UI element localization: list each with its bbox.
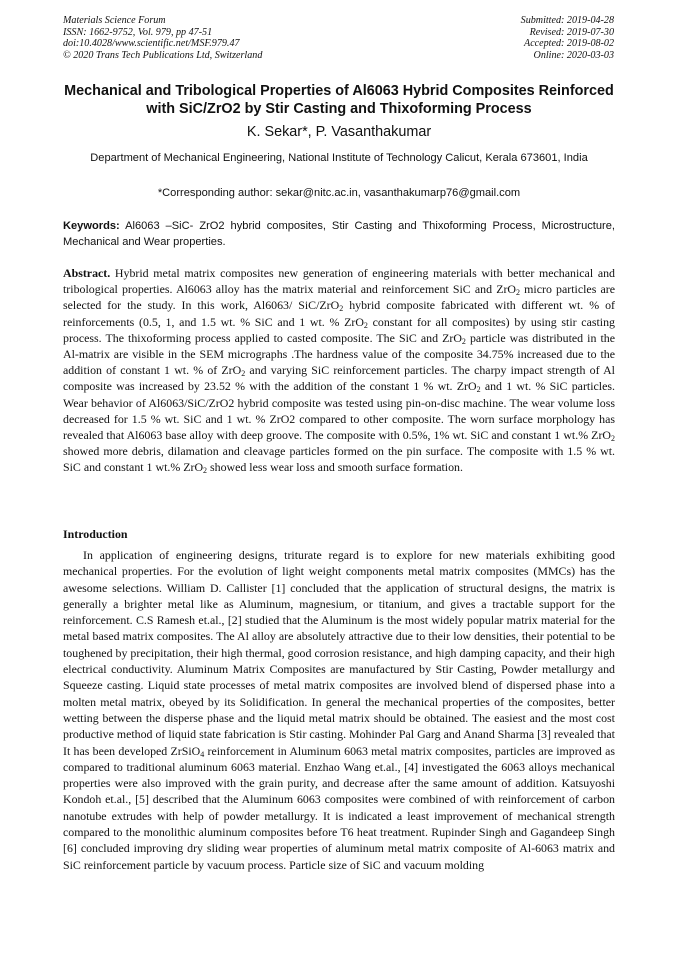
subscript: 2 — [363, 320, 368, 330]
subscript: 2 — [203, 466, 208, 476]
abstract-text: hybrid composite fabricated with different wt. % of reinforcements (0.5, 1, and 1.5 wt. % SiC and 1 wt. % ZrO — [63, 298, 615, 329]
journal-doi: doi:10.4028/www.scientific.net/MSF.979.47 — [63, 38, 240, 50]
abstract-text: Hybrid metal matrix composites new generation of engineering materials with better mechanical and tribological properties. Al6063 alloy has the matrix material and reinforcement SiC and ZrO — [63, 266, 615, 297]
paper-title: Mechanical and Tribological Properties of Al6063 Hybrid Composites Reinforced with SiC/ZrO2 by Stir Casting and Thixoforming Process — [64, 83, 614, 117]
journal-issn: ISSN: 1662-9752, Vol. 979, pp 47-51 — [63, 26, 213, 38]
introduction-heading: Introduction — [63, 527, 128, 541]
subscript: 2 — [516, 288, 521, 298]
journal-info — [63, 15, 262, 61]
abstract-text: constant for all composites) by using stir casting process. The thixoforming process applied to casted composite. The SiC and ZrO — [63, 314, 615, 345]
date-revised: Revised: 2019-07-30 — [529, 26, 614, 38]
subscript: 2 — [476, 385, 481, 395]
corresponding-author: *Corresponding author: sekar@nitc.ac.in, vasanthakumarp76@gmail.com — [157, 187, 521, 199]
submission-dates — [521, 15, 614, 61]
journal-copyright: © 2020 Trans Tech Publications Ltd, Switzerland — [63, 49, 263, 61]
paper-authors: K. Sekar*, P. Vasanthakumar — [246, 124, 432, 140]
date-accepted: Accepted: 2019-08-02 — [524, 38, 614, 50]
keywords-text: Al6063 –SiC- ZrO2 hybrid composites, Stir Casting and Thixoforming Process, Microstructure, Mechanical and Wear properties. — [63, 220, 615, 248]
abstract-text: and varying SiC reinforcement particles. The charpy impact strength of Al composite was increased by 23.52 % with the addition of the constant 1 % wt. ZrO — [63, 363, 615, 394]
subscript: 2 — [241, 369, 246, 379]
abstract — [63, 265, 615, 476]
keywords-label: Keywords: — [63, 220, 120, 232]
intro-paragraph: In application of engineering designs, triturate regard is to explore for new materials exhibiting good mechanical properties. For the evolution of light weight components metal matrix composites (MMCs) has the awesome selections. William D. Callister [1] concluded that the application of structural designs, the matrix is generally a brighter metal like as Aluminum, magnesium, or titanium, and gives a tractable support for the reinforcement. C.S Ramesh et.al., [2] studied that the Aluminum is the most widely popular matrix material for the metal based matrix composites. The Al alloy are absolutely attractive due to their low densities, their potential to be toughened by precipitation, their high thermal, good corrosion resistance, and high damping capacity, and their high electrical conductivity. Aluminum Matrix Composites are manufactured by Stir Casting, Powder metallurgy and Squeeze casting. Liquid state processes of metal matrix composites are involved blend of dispersed phase into a molten metal matrix, obeyed by its Solidification. In general the mechanical properties of the composites, better wetting between the disperse phase and the liquid metal matrix should be obtained. The easiest and the most cost productive method of liquid state fabrication is Stir casting. Mohinder Pal Garg and Anand Sharma [3] revealed that It has been developed ZrSiO — [63, 548, 615, 758]
journal-name: Materials Science Forum — [63, 15, 166, 26]
intro-paragraph: reinforcement in Aluminum 6063 metal matrix composites, particles are improved as compared to traditional aluminum 6063 material. Enzhao Wang et.al., [4] investigated the 6063 alloys mechanical properties were also improved with the grain purity, and decrease after the same amount of addition. Katsuyoshi Kondoh et.al., [5] described that the Aluminum 6063 composites were combined of with reinforcement of carbon nanotube extrudes with help of powder metallurgy. It is indicated a least improvement of mechanical strength compared to the monolithic aluminum composites before T6 heat treatment. Rupinder Singh and Gagandeep Singh [6] concluded improving dry sliding wear properties of aluminum metal matrix composite of Al-6063 matrix and SiC reinforcement particle by vacuum process. Particle size of SiC and vacuum molding — [63, 743, 615, 872]
abstract-text: showed less wear loss and smooth surface formation. — [207, 460, 463, 475]
subscript: 2 — [461, 336, 466, 346]
keywords — [63, 219, 615, 250]
abstract-text: showed more debris, dilamation and cleavage particles formed on the pin surface. The composite with 1.5 % wt. SiC and constant 1 wt.% ZrO — [63, 444, 615, 475]
subscript: 2 — [611, 434, 615, 444]
abstract-text: micro particles are selected for the study. In this work, Al6063/ SiC/ZrO — [63, 282, 616, 313]
date-submitted: Submitted: 2019-04-28 — [520, 15, 614, 26]
abstract-text: and 1 wt. % SiC particles. Wear behavior of Al6063/SiC/ZrO2 hybrid composite was tested using pin-on-disc machine. The wear volume loss decreased for 1.5 % wt. SiC and 1 wt. % ZrO2 compared to other composite. The worn surface morphology has revealed that Al6063 base alloy with deep groove. The composite with 0.5%, 1% wt. SiC and constant 1 wt.% ZrO — [63, 379, 615, 443]
date-online: Online: 2020-03-03 — [533, 49, 614, 61]
abstract-text: particle was distributed in the Al-matrix are visible in the SEM micrographs .The hardness value of the composite 34.75% increased due to the addition of constant 1 wt. % of ZrO — [63, 330, 615, 378]
abstract-label: Abstract. — [63, 266, 111, 280]
author-affiliation: Department of Mechanical Engineering, National Institute of Technology Calicut, Kerala 673601, India — [90, 152, 588, 164]
introduction-text — [63, 547, 615, 873]
subscript: 2 — [339, 304, 344, 314]
subscript: 4 — [200, 749, 205, 759]
